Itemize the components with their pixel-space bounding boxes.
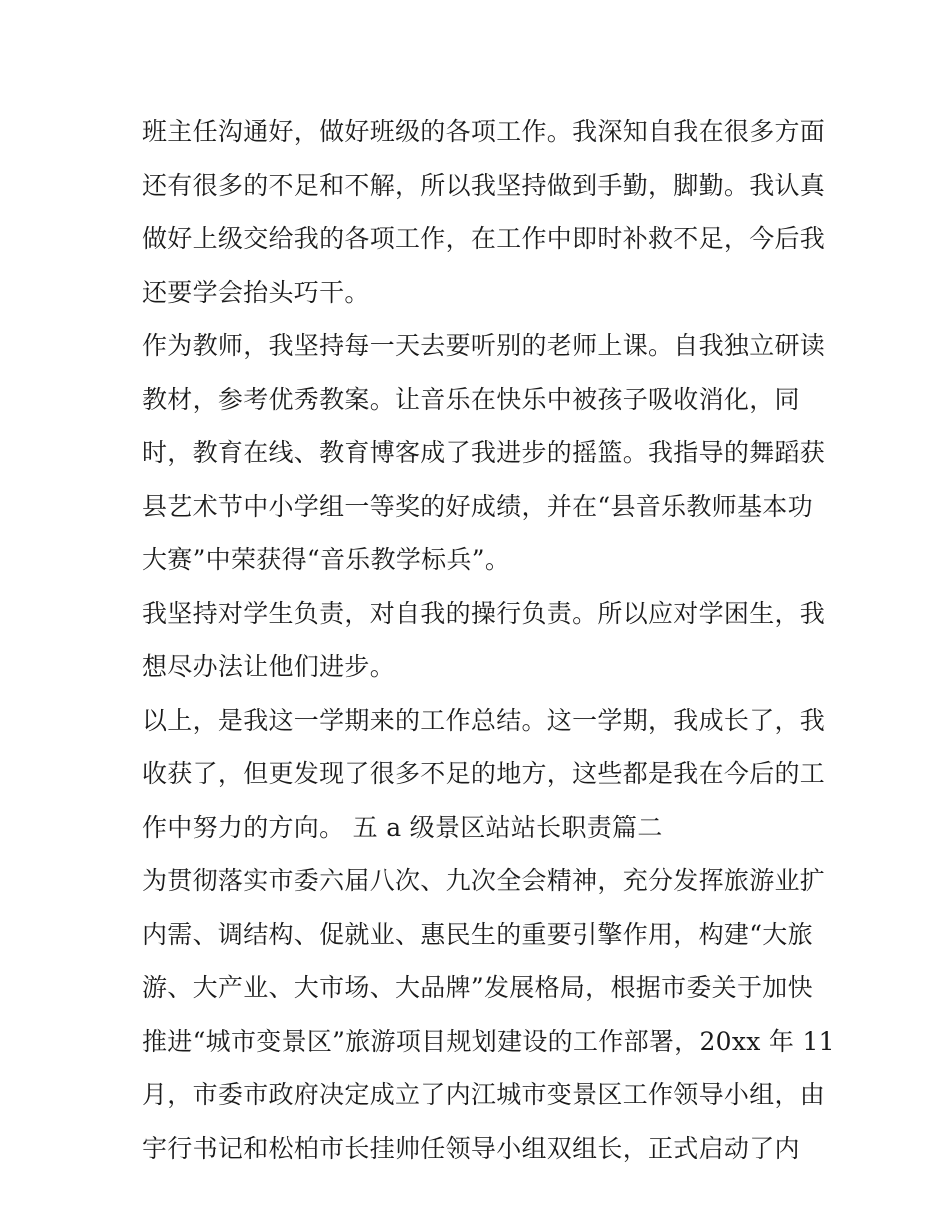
section-heading-line: 作中努力的方向。 五 a 级景区站站长职责篇二 — [142, 812, 663, 842]
text-line: 还要学会抬头巧干。 — [142, 277, 370, 307]
text-line: 我坚持对学生负责，对自我的操行负责。所以应对学困生，我 — [142, 598, 826, 628]
text-line: 做好上级交给我的各项工作，在工作中即时补救不足，今后我 — [142, 224, 826, 253]
text-line: 教材，参考优秀教案。让音乐在快乐中被孩子吸收消化，同 — [142, 384, 800, 414]
text-line: 作为教师，我坚持每一天去要听别的老师上课。自我独立研读 — [142, 331, 826, 360]
text-line: 班主任沟通好，做好班级的各项工作。我深知自我在很多方面 — [142, 117, 826, 146]
text-line: 大赛”中荣获得“音乐教学标兵”。 — [142, 545, 511, 574]
text-line: 推进“城市变景区”旅游项目规划建设的工作部署，20xx 年 11 — [142, 1026, 835, 1056]
text-line: 县艺术节中小学组一等奖的好成绩，并在“县音乐教师基本功 — [142, 491, 813, 521]
text-line: 还有很多的不足和不解，所以我坚持做到手勤，脚勤。我认真 — [142, 170, 826, 200]
text-line: 想尽办法让他们进步。 — [142, 652, 396, 681]
text-line: 时，教育在线、教育博客成了我进步的摇篮。我指导的舞蹈获 — [142, 438, 826, 467]
text-line: 内需、调结构、促就业、惠民生的重要引擎作用，构建“大旅 — [142, 919, 813, 949]
text-line: 宇行书记和松柏市长挂帅任领导小组双组长，正式启动了内 — [142, 1133, 800, 1163]
text-line: 为贯彻落实市委六届八次、九次全会精神，充分发挥旅游业扩 — [142, 866, 826, 895]
text-line: 游、大产业、大市场、大品牌”发展格局，根据市委关于加快 — [142, 973, 813, 1002]
text-line: 收获了，但更发现了很多不足的地方，这些都是我在今后的工 — [142, 759, 826, 788]
text-line: 以上，是我这一学期来的工作总结。这一学期，我成长了，我 — [142, 705, 826, 735]
text-line: 月，市委市政府决定成立了内江城市变景区工作领导小组，由 — [142, 1080, 826, 1109]
body-text — [142, 105, 835, 1175]
